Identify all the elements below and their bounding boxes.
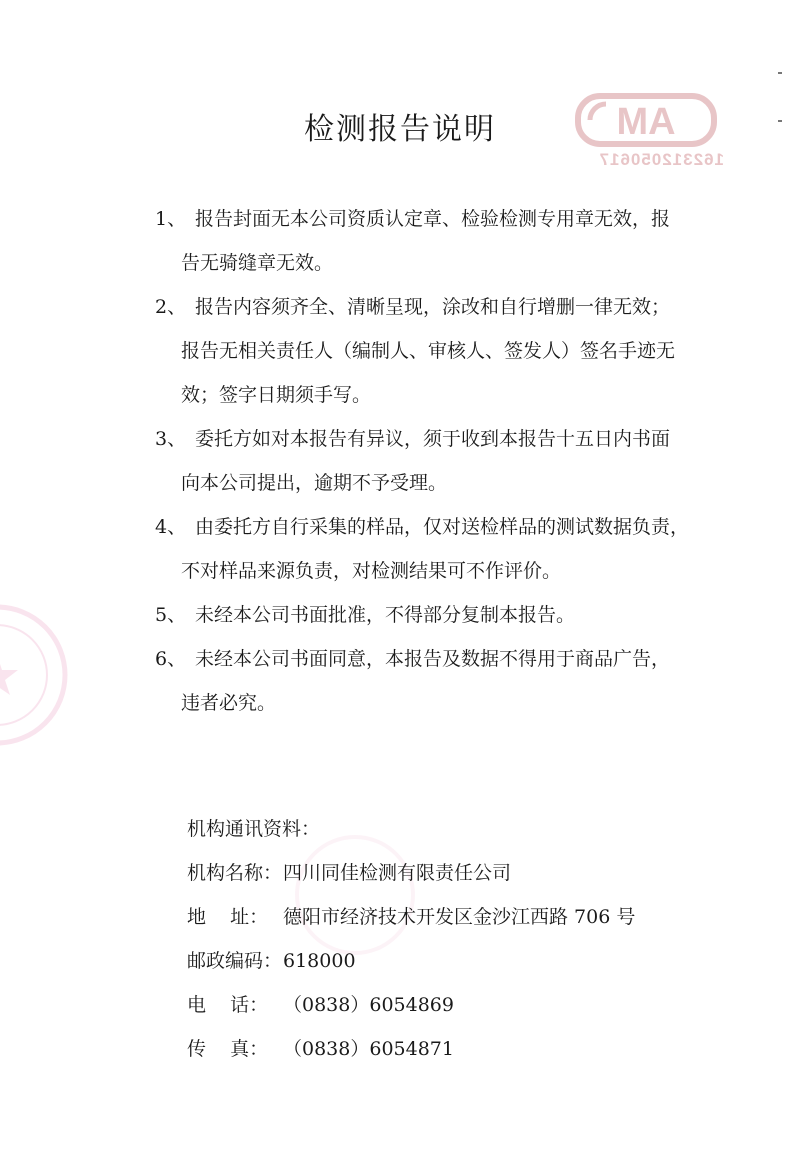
notice-text-line: 告无骑缝章无效。 xyxy=(181,252,334,274)
contact-value: （0838）6054869 xyxy=(283,994,454,1016)
notice-text-line: 效；签字日期须手写。 xyxy=(181,384,372,406)
round-seal-icon xyxy=(0,600,72,750)
notice-text-line: 报告无相关责任人（编制人、审核人、签发人）签名手迹无 xyxy=(181,340,676,362)
contact-label: 地 址： xyxy=(187,906,269,928)
notice-text-line: 未经本公司书面同意，本报告及数据不得用于商品广告， xyxy=(195,648,671,670)
contact-row xyxy=(187,851,687,895)
notice-text-line: 违者必究。 xyxy=(181,692,277,714)
contact-label: 邮政编码： xyxy=(187,950,283,972)
notice-text-line: 向本公司提出，逾期不予受理。 xyxy=(181,472,448,494)
notice-number: 3、 xyxy=(155,428,187,450)
contact-label: 机构名称： xyxy=(187,862,283,884)
notice-number: 6、 xyxy=(155,648,187,670)
contact-row xyxy=(187,1027,687,1071)
contact-value: 618000 xyxy=(283,950,356,972)
contact-label: 传 真： xyxy=(187,1038,269,1060)
contact-row xyxy=(187,939,687,983)
notice-item xyxy=(155,417,715,505)
notice-item xyxy=(155,593,715,637)
notice-number: 2、 xyxy=(155,296,187,318)
contact-value: （0838）6054871 xyxy=(283,1038,454,1060)
contact-value: 德阳市经济技术开发区金沙江西路 706 号 xyxy=(283,906,636,928)
page-title: 检测报告说明 xyxy=(304,112,496,147)
contact-row xyxy=(187,983,687,1027)
scan-mark xyxy=(778,72,782,74)
notice-number: 1、 xyxy=(155,208,187,230)
notice-list xyxy=(155,197,715,725)
notice-text-line: 报告内容须齐全、清晰呈现，涂改和自行增删一律无效； xyxy=(195,296,671,318)
stamp-number: 162312050617 xyxy=(598,150,724,169)
notice-text-line: 未经本公司书面批准，不得部分复制本报告。 xyxy=(195,604,576,626)
notice-item xyxy=(155,285,715,417)
notice-text-line: 报告封面无本公司资质认定章、检验检测专用章无效，报 xyxy=(195,208,671,230)
notice-item xyxy=(155,637,715,725)
notice-number: 4、 xyxy=(155,516,187,538)
notice-text-line: 委托方如对本报告有异议，须于收到本报告十五日内书面 xyxy=(195,428,671,450)
notice-text-line: 不对样品来源负责，对检测结果可不作评价。 xyxy=(181,560,562,582)
notice-item xyxy=(155,505,715,593)
contact-row xyxy=(187,895,687,939)
svg-text:MA: MA xyxy=(616,101,676,143)
notice-item xyxy=(155,197,715,285)
notice-text-line: 由委托方自行采集的样品，仅对送检样品的测试数据负责， xyxy=(195,516,690,538)
contact-label: 电 话： xyxy=(187,994,269,1016)
contact-heading: 机构通讯资料： xyxy=(187,818,321,840)
notice-number: 5、 xyxy=(155,604,187,626)
contact-info xyxy=(187,807,687,1071)
contact-value: 四川同佳检测有限责任公司 xyxy=(283,862,512,884)
